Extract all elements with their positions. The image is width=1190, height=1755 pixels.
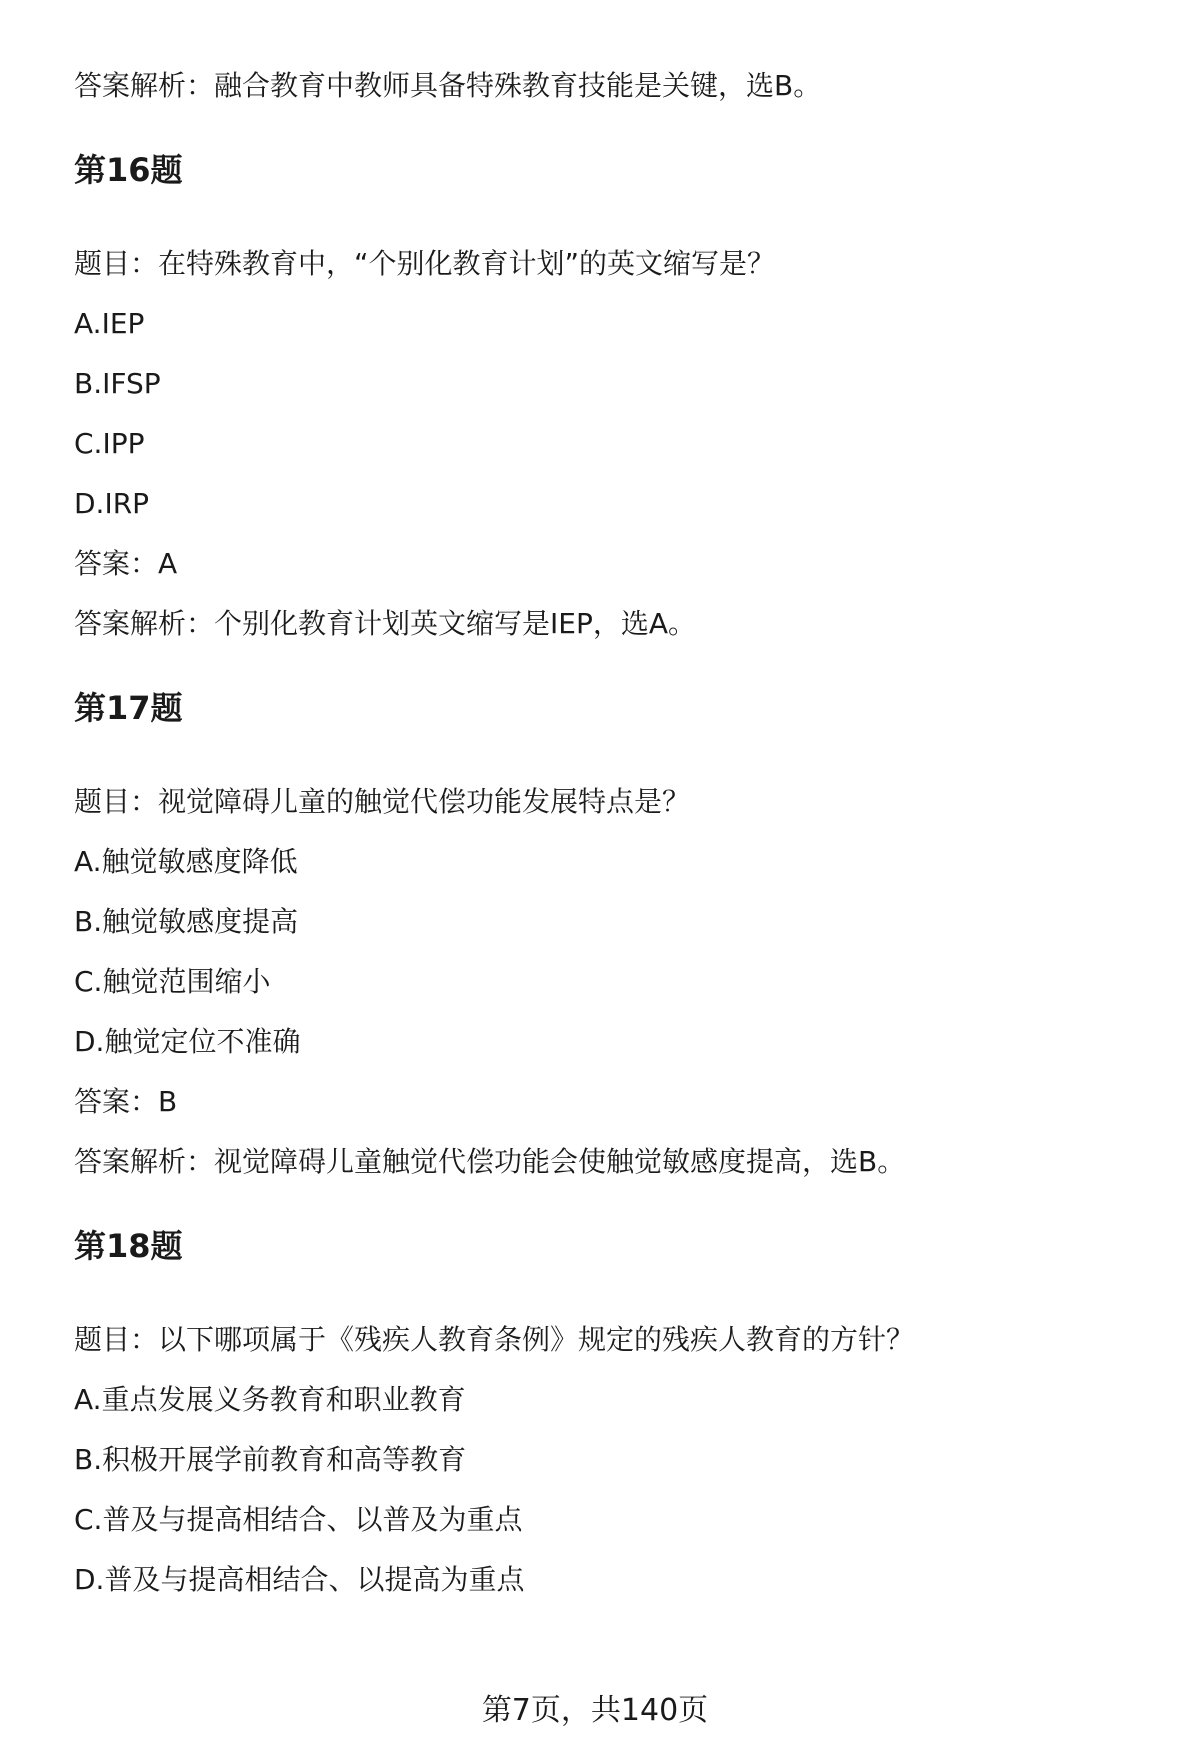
answer: 答案：A [74, 547, 178, 580]
option-a: A.IEP [74, 307, 145, 340]
option-c: C.IPP [74, 427, 145, 460]
option-c: C.普及与提高相结合、以普及为重点 [74, 1503, 523, 1536]
question-stem: 题目：视觉障碍儿童的触觉代偿功能发展特点是？ [74, 785, 691, 818]
question-heading: 第16题 [74, 151, 183, 189]
answer: 答案：B [74, 1085, 178, 1118]
question-18 [74, 1224, 1114, 1600]
question-17 [74, 686, 1114, 1182]
question-heading: 第17题 [74, 689, 183, 727]
question-16 [74, 148, 1114, 644]
page-content [74, 66, 1114, 1620]
question-stem: 题目：以下哪项属于《残疾人教育条例》规定的残疾人教育的方针？ [74, 1323, 915, 1356]
option-d: D.触觉定位不准确 [74, 1025, 301, 1058]
answer-explanation: 答案解析：个别化教育计划英文缩写是IEP，选A。 [74, 607, 696, 640]
option-d: D.IRP [74, 487, 150, 520]
option-b: B.积极开展学前教育和高等教育 [74, 1443, 467, 1476]
option-c: C.触觉范围缩小 [74, 965, 271, 998]
page-number-footer: 第7页，共140页 [481, 1693, 709, 1728]
option-d: D.普及与提高相结合、以提高为重点 [74, 1563, 525, 1596]
option-a: A.重点发展义务教育和职业教育 [74, 1383, 466, 1416]
answer-explanation: 答案解析：视觉障碍儿童触觉代偿功能会使触觉敏感度提高，选B。 [74, 1145, 906, 1178]
option-b: B.触觉敏感度提高 [74, 905, 299, 938]
question-stem: 题目：在特殊教育中，“个别化教育计划”的英文缩写是？ [74, 247, 776, 280]
previous-answer-explanation: 答案解析：融合教育中教师具备特殊教育技能是关键，选B。 [74, 69, 822, 102]
question-heading: 第18题 [74, 1227, 183, 1265]
option-a: A.触觉敏感度降低 [74, 845, 298, 878]
option-b: B.IFSP [74, 367, 161, 400]
